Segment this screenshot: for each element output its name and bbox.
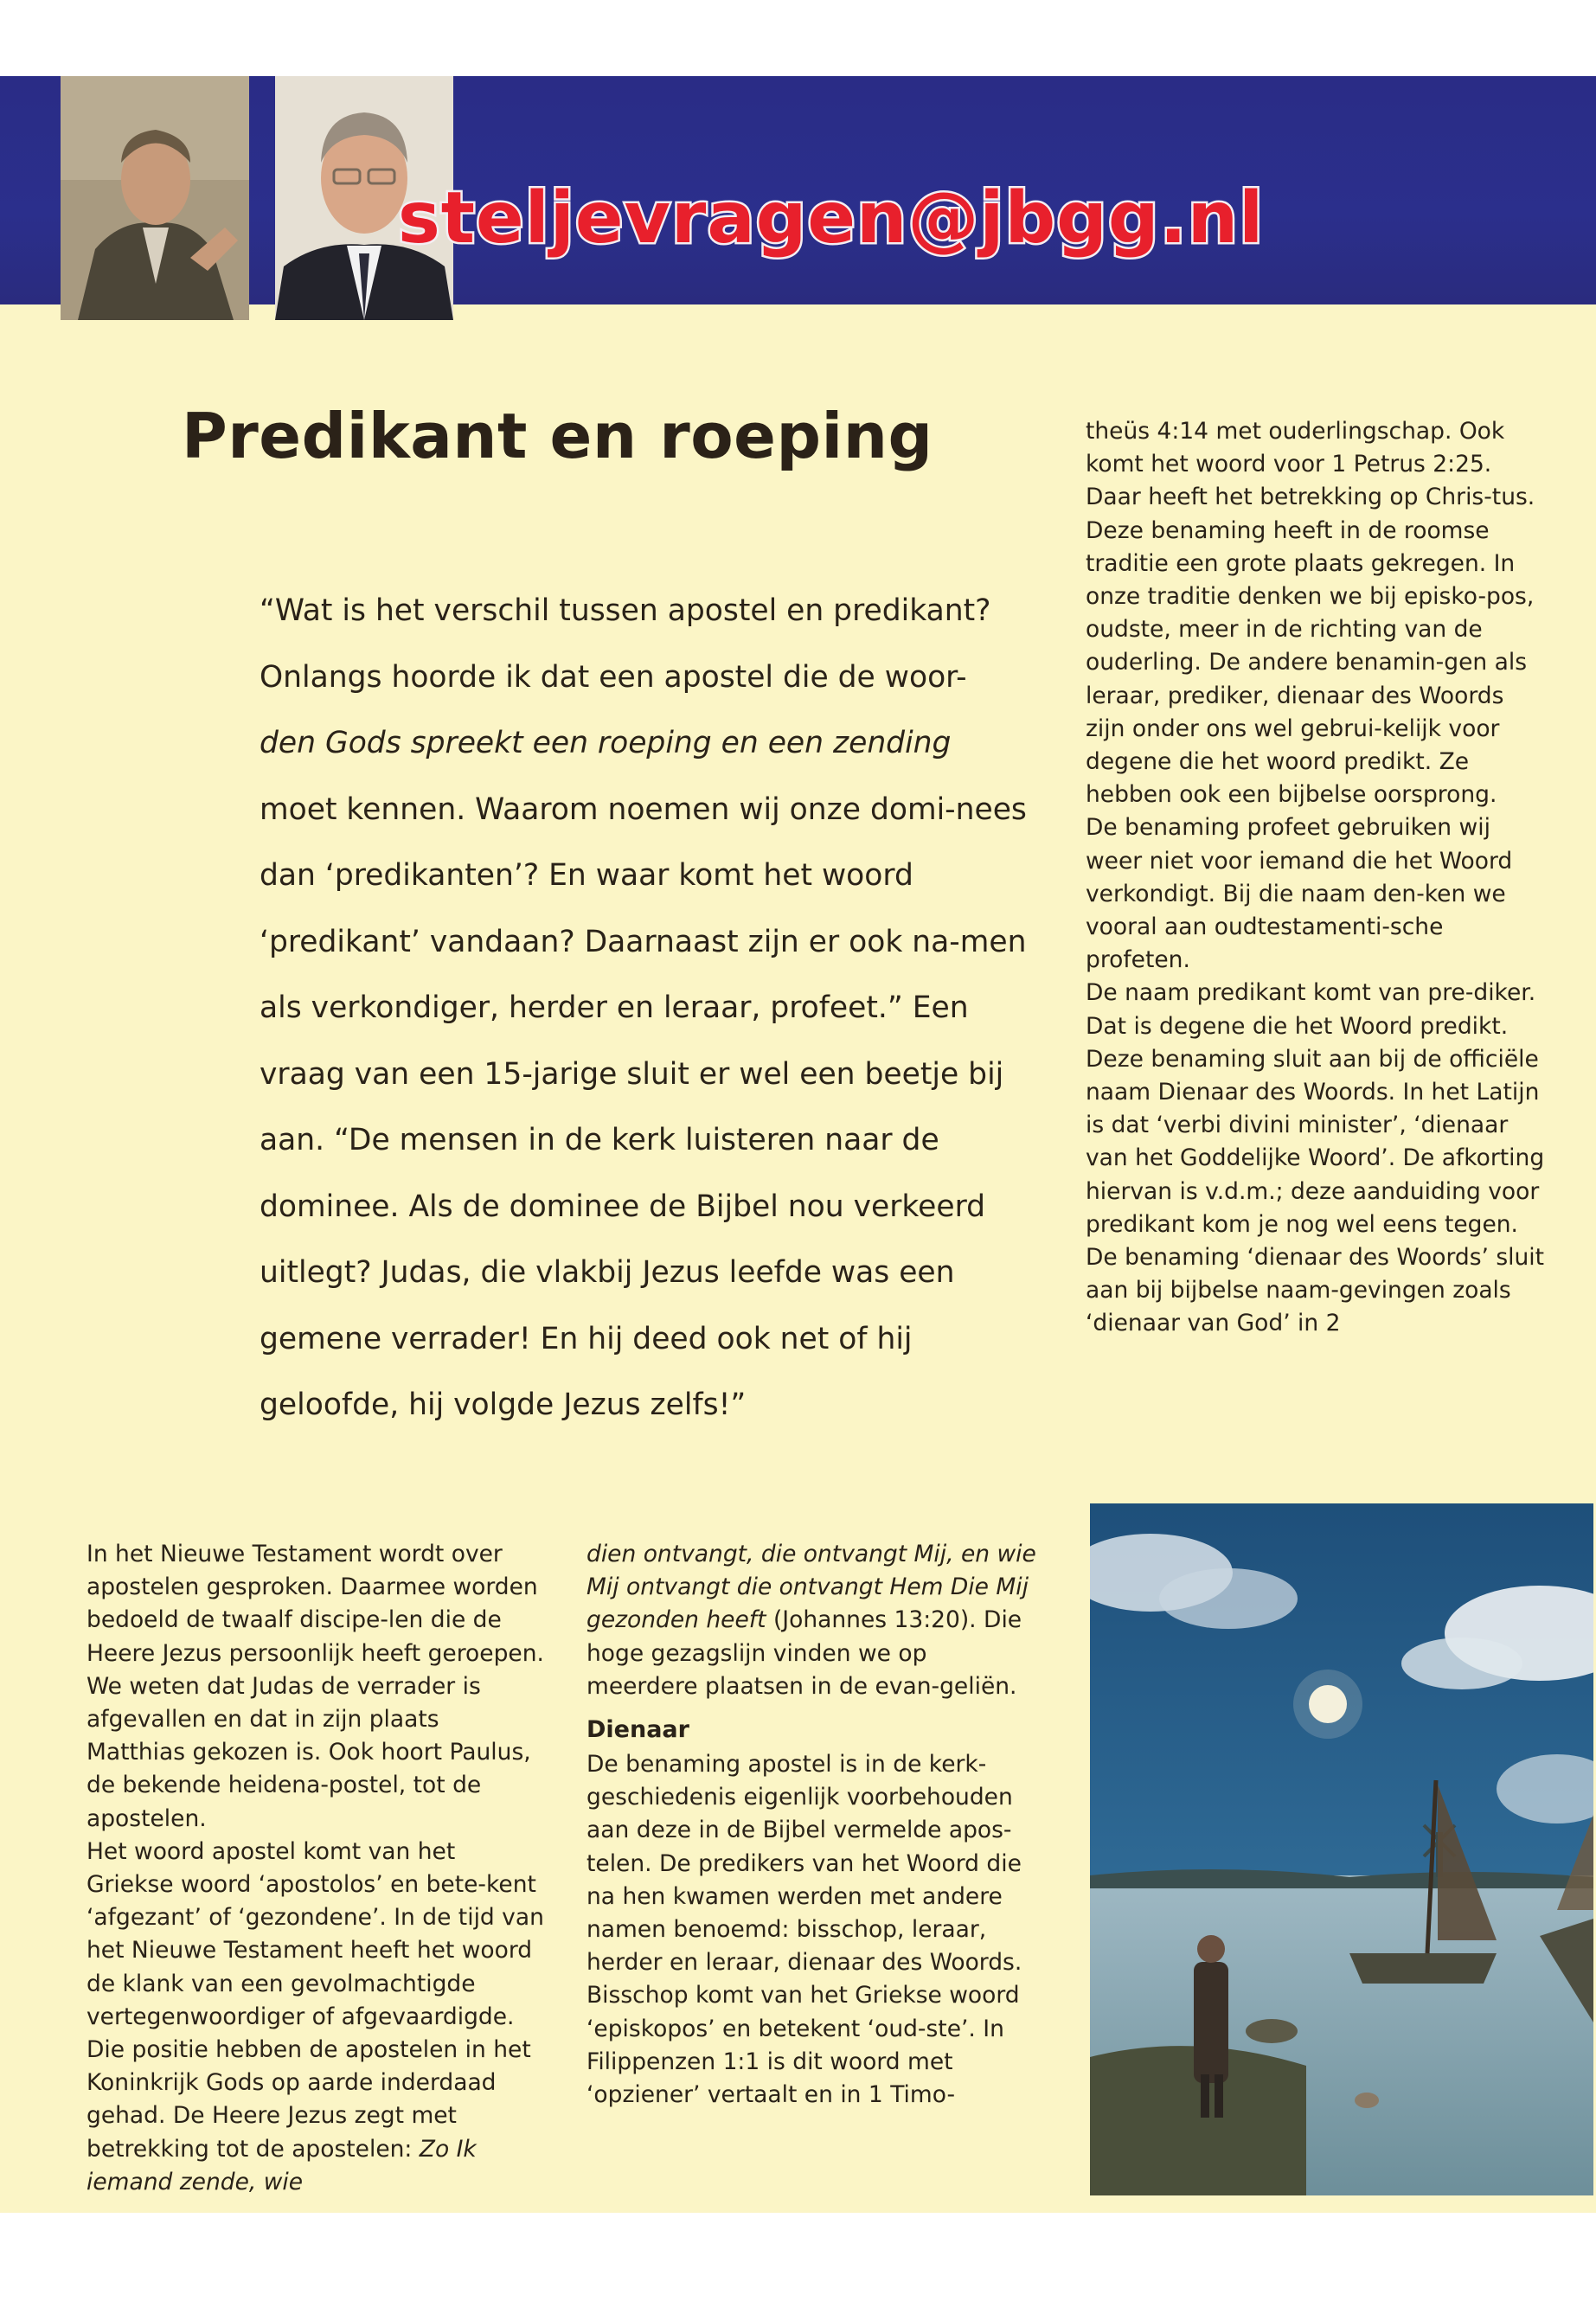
column-left — [87, 1538, 545, 2199]
col3-paragraph-2: Deze benaming heeft in de roomse traditie een grote plaats gekregen. In onze traditie denken we bij episko-pos, oudste, meer in de richting van de ouderling. De andere benamin-gen als leraar, prediker, dienaar des Woords zijn onder ons wel gebrui-kelijk voor degene die het woord predikt. Ze hebben ook een bijbelse oorsprong. — [1086, 516, 1535, 809]
col1-paragraph-1: In het Nieuwe Testament wordt over apostelen gesproken. Daarmee worden bedoeld de twaalf discipe-len die de Heere Jezus persoonlijk heeft geroepen. We weten dat Judas de verrader is afgevallen en dat in zijn plaats Matthias gekozen is. Ook hoort Paulus, de bekende heidena-postel, tot de apostelen. — [87, 1541, 544, 1832]
contact-email[interactable]: steljevragen@jbgg.nl — [398, 177, 1265, 260]
section-heading-dienaar: Dienaar — [586, 1716, 689, 1744]
col2-paragraph-3: Bisschop komt van het Griekse woord ‘episkopos’ en betekent ‘oud-ste’. In Filippenzen 1:1 is dit woord met ‘opziener’ vertaalt en in 1 Timo- — [586, 1982, 1020, 2109]
column-middle — [586, 1538, 1045, 2112]
col1-paragraph-2 — [87, 1836, 545, 2199]
col2-paragraph-1 — [586, 1538, 1045, 1703]
article-intro — [260, 578, 1029, 1439]
col1-quote: Zo Ik iemand zende, wie — [87, 2135, 477, 2195]
col1-paragraph-2-text: Het woord apostel komt van het Griekse woord ‘apostolos’ en bete-kent ‘afgezant’ of ‘gezondene’. In de tijd van het Nieuwe Testament heeft het woord de klank van een gevolmachtigde vertegenwoordiger of afgevaardigde. Die positie hebben de apostelen in het Koninkrijk Gods op aarde inderdaad gehad. De Heere Jezus zegt met betrekking tot de apostelen: — [87, 1837, 544, 2163]
col2-paragraph-1-text: (Johannes 13:20). Die hoge gezagslijn vinden we op meerdere plaatsen in de evan-geliën. — [586, 1606, 1022, 1700]
moonlit-river-painting — [1090, 1503, 1593, 2195]
speaker-photo — [61, 76, 249, 320]
article-title: Predikant en roeping — [182, 400, 933, 472]
col2-quote: dien ontvangt, die ontvangt Mij, en wie Mij ontvangt die ontvangt Hem Die Mij gezonden heeft — [586, 1541, 1036, 1634]
col2-paragraph-2: De benaming apostel is in de kerk-geschiedenis eigenlijk voorbehouden aan deze in de Bijbel vermelde apos-telen. De predikers van het Woord die na hen kwamen werden met andere namen benoemd: bisschop, leraar, herder en leraar, dienaar des Woords. — [586, 1751, 1022, 1977]
col3-paragraph-4: De naam predikant komt van pre-diker. Dat is degene die het Woord predikt. Deze benaming sluit aan bij de officiële naam Dienaar des Woords. In het Latijn is dat ‘verbi divini minister’, ‘dienaar van het Goddelijke Woord’. De afkorting hiervan is v.d.m.; deze aanduiding voor predikant kom je nog wel eens tegen. De benaming ‘dienaar des Woords’ sluit aan bij bijbelse naam-gevingen zoals ‘dienaar van God’ in 2 — [1086, 979, 1545, 1337]
column-right — [1086, 415, 1548, 1341]
intro-paragraph — [260, 578, 1029, 1439]
intro-text-a: “Wat is het verschil tussen apostel en predikant? Onlangs hoorde ik dat een apostel die de woor- — [260, 593, 991, 695]
col3-paragraph-1: theüs 4:14 met ouderlingschap. Ook komt het woord voor 1 Petrus 2:25. Daar heeft het betrekking op Chris-tus. — [1086, 418, 1535, 511]
col3-paragraph-3: De benaming profeet gebruiken wij weer niet voor iemand die het Woord verkondigt. Bij die naam den-ken we vooral aan oudtestamenti-sche profeten. — [1086, 814, 1513, 974]
intro-text-c: moet kennen. Waarom noemen wij onze domi-nees dan ‘predikanten’? En waar komt het woord ‘predikant’ vandaan? Daarnaast zijn er ook na-men als verkondiger, herder en leraar, profeet.” Een vraag van een 15-jarige sluit er wel een beetje bij aan. “De mensen in de kerk luisteren naar de dominee. Als de dominee de Bijbel nou verkeerd uitlegt? Judas, die vlakbij Jezus leefde was een gemene verrader! En hij deed ook net of hij geloofde, hij volgde Jezus zelfs!” — [260, 792, 1027, 1422]
intro-text-emphasis: den Gods spreekt een roeping en een zending — [260, 726, 952, 760]
